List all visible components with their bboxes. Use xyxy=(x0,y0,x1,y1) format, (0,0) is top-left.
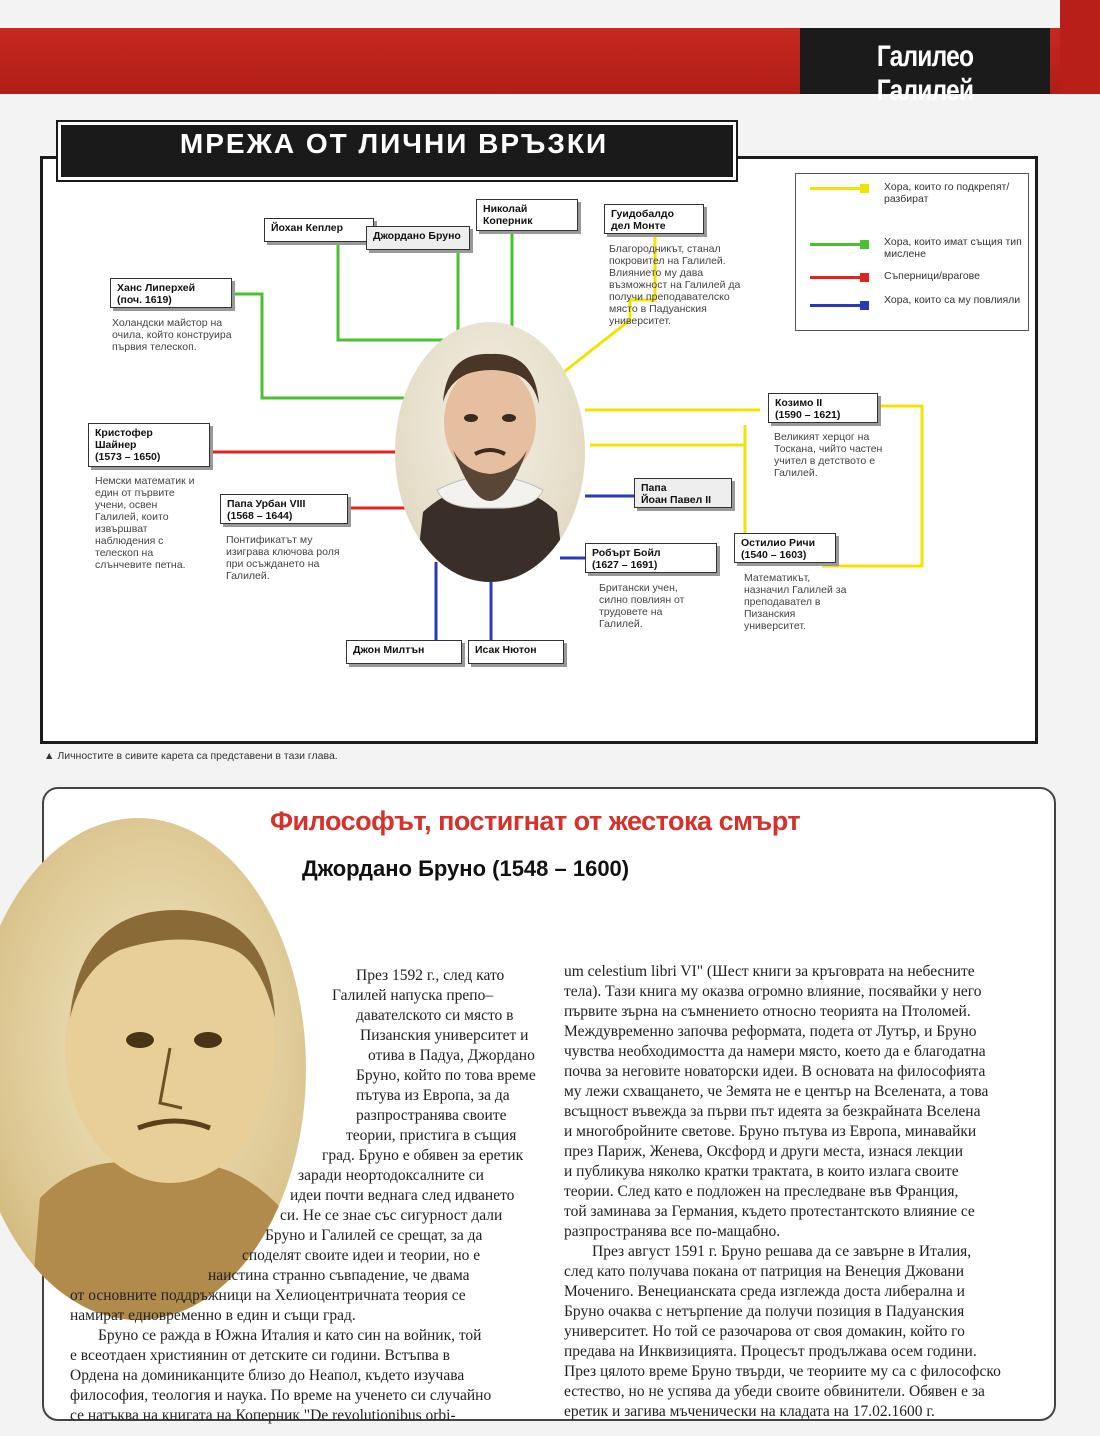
person-delmonte: Гуидобалдо дел Монте xyxy=(604,204,704,234)
text-line: се натъква на книгата на Коперник "De revolutionibus orbi- xyxy=(70,1407,456,1424)
text-line: той заминава за Германия, където протестантското влияние се xyxy=(564,1203,975,1220)
text-line: Бруно се ражда в Южна Италия и като син на войник, той xyxy=(98,1327,482,1344)
text-line: университет. Но той се разочарова от своя домакин, който го xyxy=(564,1323,965,1340)
legend-swatch-like-minded xyxy=(810,243,864,246)
person-johnpaul: Папа Йоан Павел II xyxy=(634,478,732,508)
text-line: давателското си място в xyxy=(356,1007,514,1024)
text-line: разпространява все по-мащабно. xyxy=(564,1223,781,1240)
text-line: философия, теология и наука. По време на ученето си случайно xyxy=(70,1387,492,1404)
network-caption: ▲ Личностите в сивите карета са представени в тази глава. xyxy=(44,750,338,762)
article-left-column xyxy=(70,966,544,1426)
person-scheiner: Кристофер Шайнер (1573 – 1650) xyxy=(88,423,210,467)
text-line: тела). Тази книга му оказва огромно влияние, посявайки у него xyxy=(564,983,982,1000)
text-line: пътува из Европа, за да xyxy=(356,1087,510,1104)
text-line: Бруно, който по това време xyxy=(356,1067,536,1084)
text-line: всъщност въвежда за първи път идеята за безкрайната Вселена xyxy=(564,1103,981,1120)
person-lipperhey: Ханс Липерхей (поч. 1619) xyxy=(110,278,232,308)
text-line: през Париж, Женева, Оксфорд и други места, изнася лекции xyxy=(564,1143,964,1160)
text-line: чувства необходимостта да намери място, което да е благодатна xyxy=(564,1043,986,1060)
legend-swatch-influencers xyxy=(810,304,864,307)
person-cosimo-desc: Великият херцог на Тоскана, чийто частен учител в детството е Галилей. xyxy=(774,431,883,479)
text-line: През цялото време Бруно твърди, че теориите му са с философско xyxy=(564,1363,1001,1380)
text-line: Ордена на доминиканците близо до Неапол, където изучава xyxy=(70,1367,465,1384)
text-line: През 1592 г., след като xyxy=(356,967,505,984)
text-line: почва за неговите новаторски идеи. В основата на философията xyxy=(564,1063,986,1080)
legend-dot-influencers xyxy=(860,301,869,310)
text-line: Мочениго. Венецианската среда изглежда доста либерална и xyxy=(564,1283,965,1300)
person-ricci-desc: Математикът, назначил Галилей за преподавател в Пизанския университет. xyxy=(744,572,847,632)
person-boyle-desc: Британски учен, силно повлиян от трудовете на Галилей. xyxy=(599,582,685,630)
text-line: отива в Падуа, Джордано xyxy=(368,1047,535,1064)
text-line: намират едновременно в един и същи град. xyxy=(70,1307,356,1324)
legend-dot-supporters xyxy=(860,184,869,193)
text-line: заради неортодоксалните си xyxy=(298,1167,484,1184)
legend-swatch-rivals xyxy=(810,276,864,279)
text-line: еретик и загива мъченически на кладата на 17.02.1600 г. xyxy=(564,1403,935,1420)
line-lipperhey xyxy=(233,294,410,398)
person-lipperhey-desc: Холандски майстор на очила, който конструира първия телескоп. xyxy=(112,317,232,353)
person-delmonte-desc: Благородникът, станал покровител на Галилей. Влиянието му дава възможност на Галилей да получи преподавателско място в Падуанския университет. xyxy=(609,243,741,327)
person-urban-desc: Понтификатът му изиграва ключова роля при осъждането на Галилей. xyxy=(226,534,340,582)
text-line: Междувременно започва реформата, подета от Лутър, и Бруно xyxy=(564,1023,977,1040)
line-cosimo-ricci xyxy=(822,406,922,566)
text-line: теории, пристига в същия xyxy=(346,1127,517,1144)
text-line: и публикува няколко кратки трактата, в които излага своите xyxy=(564,1163,959,1180)
galileo-portrait xyxy=(395,322,585,582)
text-line: наистина странно съвпадение, че двама xyxy=(208,1267,470,1284)
person-cosimo: Козимо II (1590 – 1621) xyxy=(768,393,878,423)
person-scheiner-desc: Немски математик и един от първите учени, освен Галилей, които извършват наблюдения с телескоп на слънчевите петна. xyxy=(95,475,195,571)
person-urban: Папа Урбан VIII (1568 – 1644) xyxy=(220,494,348,524)
text-line: идеи почти веднага след идването xyxy=(290,1187,515,1204)
text-line: от основните поддръжници на Хелиоцентричната теория се xyxy=(70,1287,466,1304)
text-line: град. Бруно е обявен за еретик xyxy=(322,1147,524,1164)
text-line: и многобройните светове. Бруно пътува из Европа, минавайки xyxy=(564,1123,977,1140)
text-line: През август 1591 г. Бруно решава да се завърне в Италия, xyxy=(592,1243,972,1260)
text-line: Бруно и Галилей се срещат, за да xyxy=(265,1227,483,1244)
text-line: си. Не се знае със сигурност дали xyxy=(280,1207,503,1224)
legend-dot-like-minded xyxy=(860,240,869,249)
text-line: Пизанския университет и xyxy=(360,1027,529,1044)
chapter-title: Галилео Галилей xyxy=(876,40,974,107)
person-bruno: Джордано Бруно xyxy=(366,226,470,250)
article-title: Философът, постигнат от жестока смърт xyxy=(270,806,801,836)
legend-dot-rivals xyxy=(860,273,869,282)
text-line: след като получава покана от патриция на Венеция Джовани xyxy=(564,1263,964,1280)
text-line: um celestium libri VI" (Шест книги за кръговрата на небесните xyxy=(564,963,975,980)
person-newton: Исак Нютон xyxy=(468,640,564,664)
line-kepler xyxy=(338,242,458,340)
text-line: споделят своите идеи и теории, но е xyxy=(242,1247,481,1264)
legend-label-rivals: Съперници/врагове xyxy=(884,270,980,282)
network-title: МРЕЖА ОТ ЛИЧНИ ВРЪЗКИ xyxy=(179,128,609,159)
text-line: е всеотдаен християнин от детските си години. Встъпва в xyxy=(70,1347,450,1364)
person-ricci: Остилио Ричи (1540 – 1603) xyxy=(734,533,836,563)
legend-label-influencers: Хора, които са му повлияли xyxy=(884,294,1021,306)
person-milton: Джон Милтън xyxy=(346,640,462,664)
legend-swatch-supporters xyxy=(810,187,864,190)
person-copernicus: Николай Коперник xyxy=(476,199,578,231)
text-line: му лежи схващането, че Земята не е център на Вселената, а това xyxy=(564,1083,989,1100)
text-line: теории. След като е подложен на преследване във Франция, xyxy=(564,1183,959,1200)
article-right-column xyxy=(564,962,1042,1422)
text-line: първите зърна на съмнението относно теорията на Птоломей. xyxy=(564,1003,971,1020)
text-line: естество, но не успява да убеди своите обвинители. Обявен е за xyxy=(564,1383,985,1400)
text-line: предава на Инквизицията. Процесът продължава осем години. xyxy=(564,1343,977,1360)
text-line: Бруно очаква с нетърпение да получи позиция в Падуанския xyxy=(564,1303,965,1320)
article-subtitle: Джордано Бруно (1548 – 1600) xyxy=(302,856,630,881)
legend-label-like-minded: Хора, които имат същия тип мислене xyxy=(884,236,1022,260)
person-kepler: Йохан Кеплер xyxy=(264,218,374,242)
text-line: Галилей напуска препо– xyxy=(332,987,494,1004)
legend-label-supporters: Хора, които го подкрепят/разбират xyxy=(884,181,1010,205)
text-line: разпространява своите xyxy=(356,1107,507,1124)
person-boyle: Робърт Бойл (1627 – 1691) xyxy=(585,543,717,573)
